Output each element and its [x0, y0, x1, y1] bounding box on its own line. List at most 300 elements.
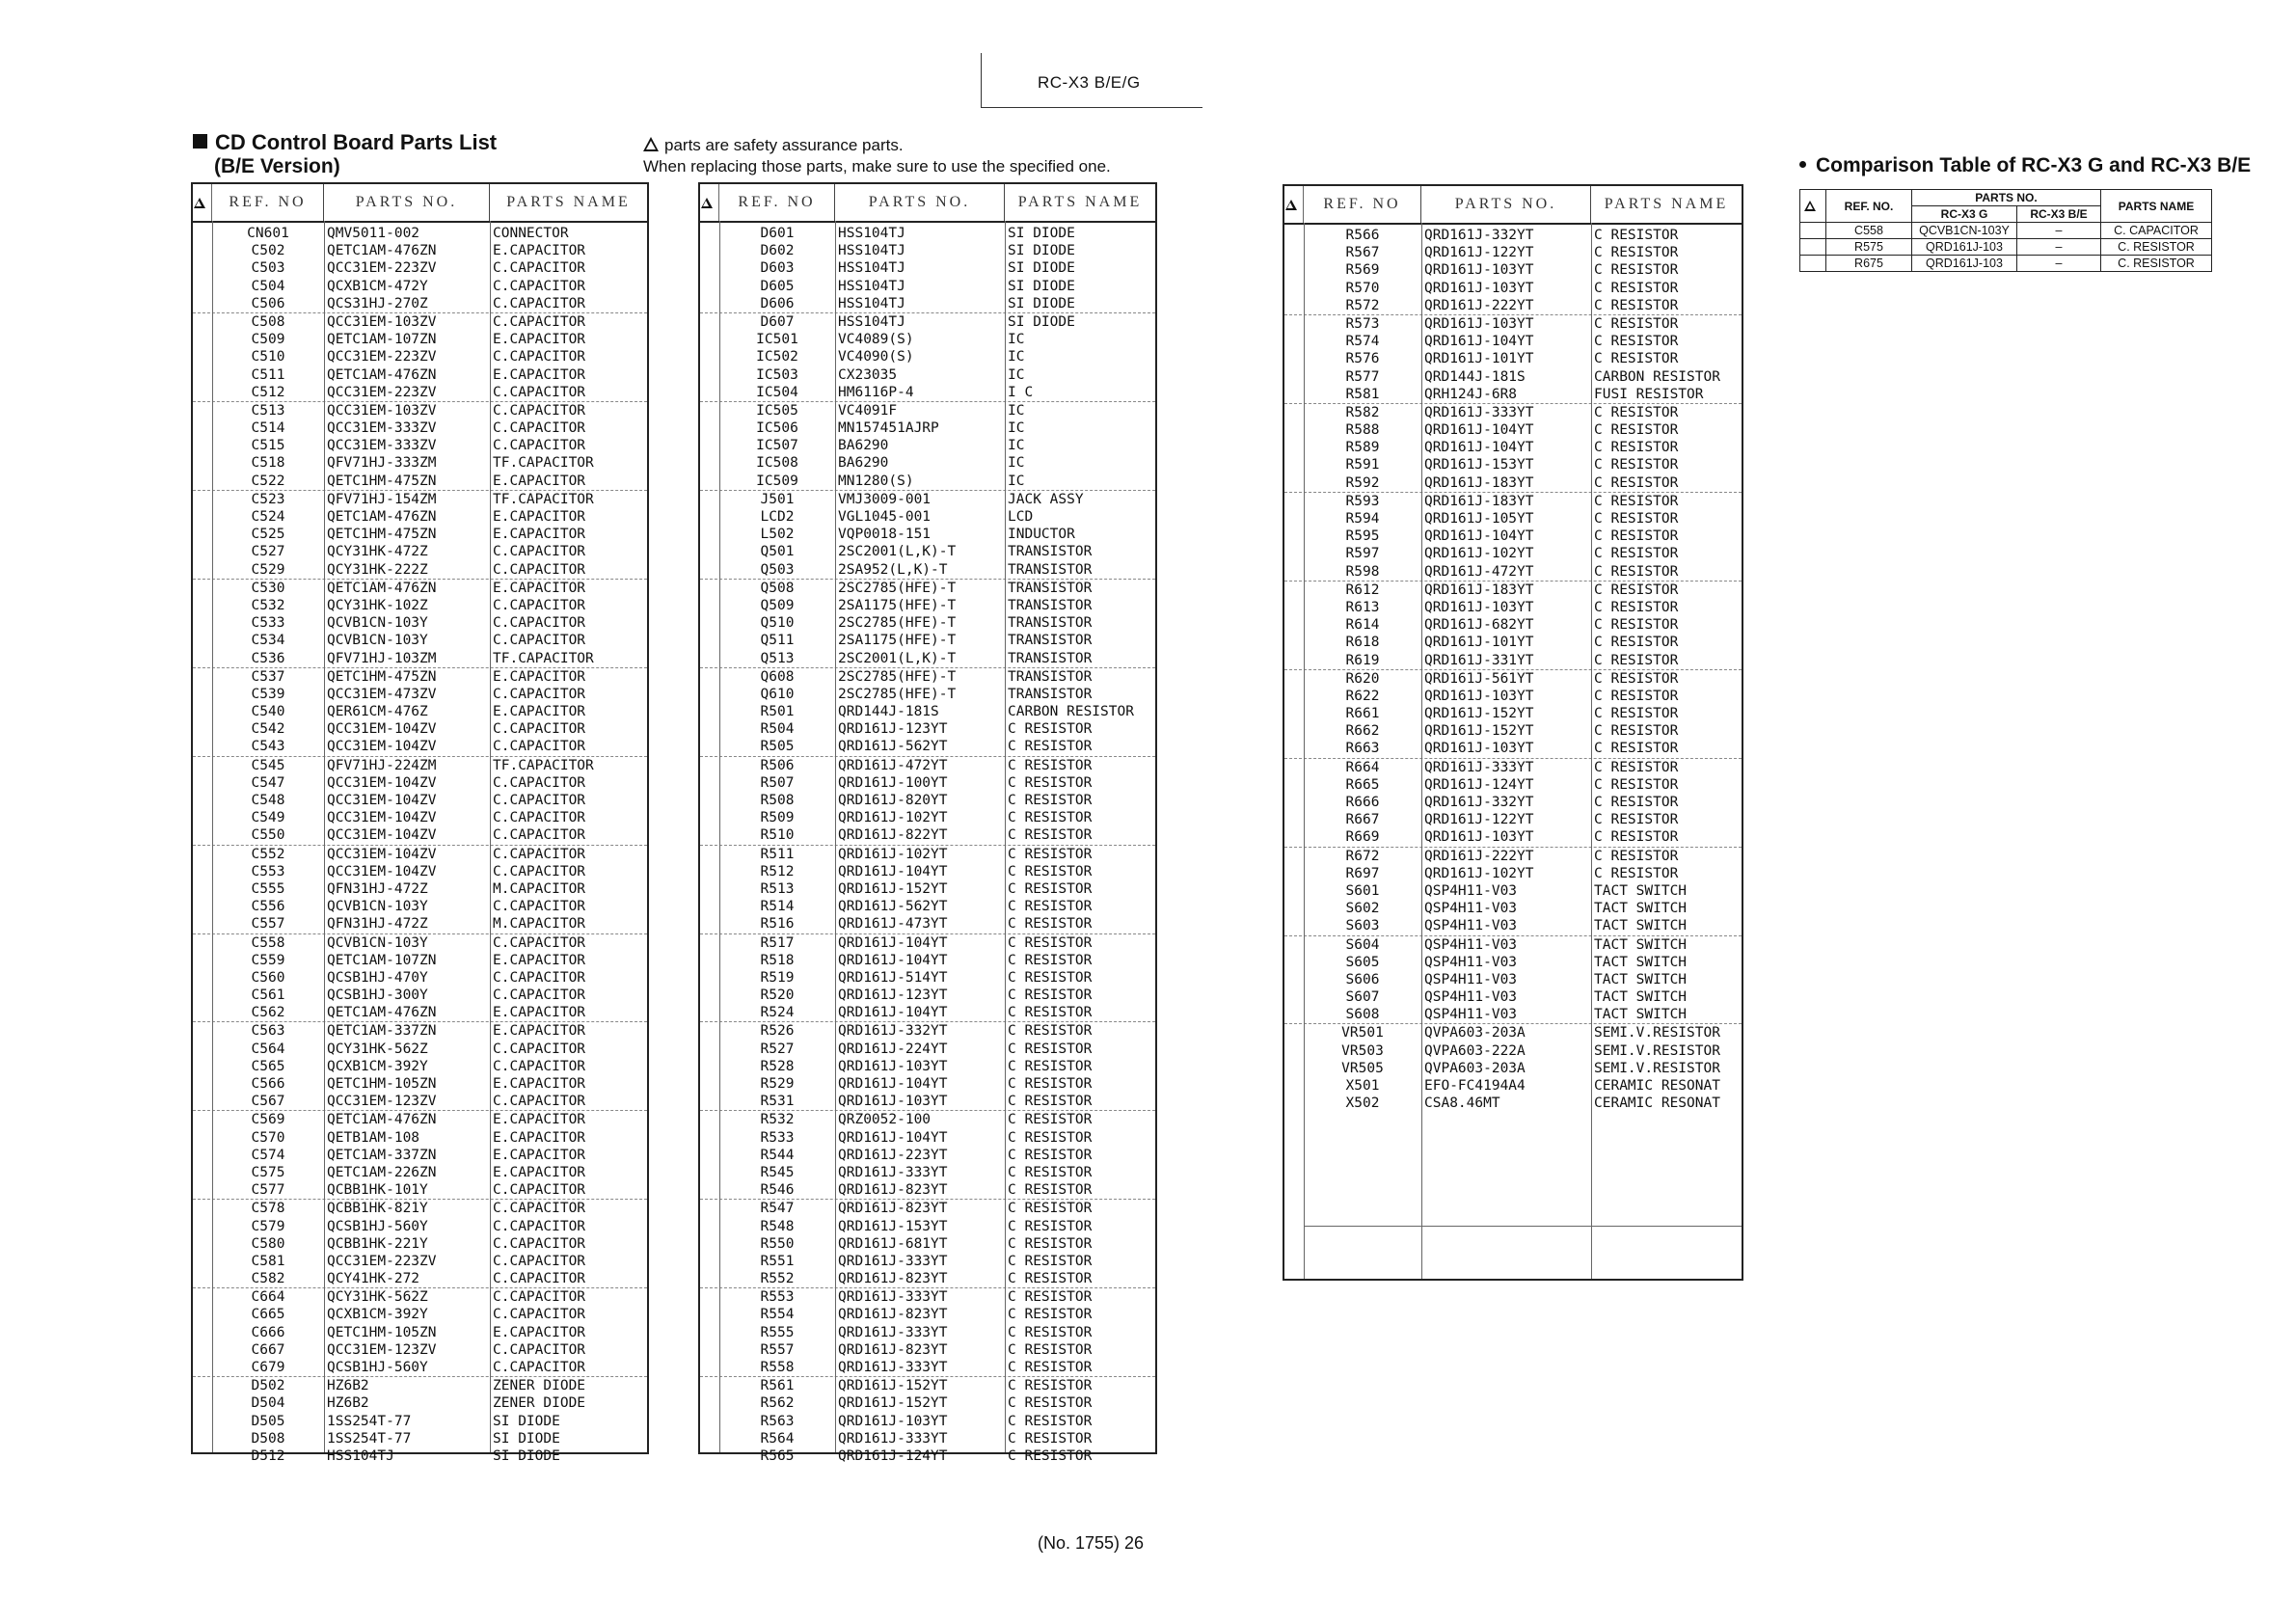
table-row: [700, 259, 1155, 277]
parts-no-cell: HZ6B2: [327, 1378, 369, 1394]
parts-name-cell: TACT SWITCH: [1594, 936, 1688, 953]
table-row: [1800, 223, 2212, 239]
ref-no-cell: D505: [251, 1413, 285, 1429]
parts-name-cell: C RESISTOR: [1008, 1378, 1093, 1394]
parts-name-cell: C RESISTOR: [1008, 1271, 1093, 1287]
parts-no-cell: QCBB1HK-221Y: [327, 1235, 428, 1252]
ref-no-cell: R665: [1345, 776, 1380, 793]
table-row: [700, 686, 1155, 703]
parts-name-cell: C RESISTOR: [1008, 1235, 1093, 1252]
parts-no-cell: 2SC2785(HFE)-T: [838, 580, 957, 596]
ref-no-cell: R551: [760, 1253, 795, 1269]
ref-no-cell: R558: [760, 1360, 795, 1375]
parts-no-cell: QSP4H11-V03: [1424, 971, 1518, 987]
parts-name-cell: SI DIODE: [493, 1430, 560, 1447]
safety-cell: [1800, 256, 1826, 272]
parts-name-cell: SEMI.V.RESISTOR: [1594, 1025, 1720, 1041]
parts-no-cell: QCC31EM-333ZV: [327, 438, 437, 454]
table-row: [193, 454, 647, 472]
parts-no-cell: QRD161J-104YT: [1424, 440, 1534, 456]
parts-no-cell: 2SA1175(HFE)-T: [838, 597, 957, 613]
parts-name-cell: C.CAPACITOR: [493, 1182, 586, 1199]
parts-no-cell: QETC1HM-475ZN: [327, 473, 437, 489]
parts-name-cell: C RESISTOR: [1594, 582, 1679, 598]
section-subtitle: (B/E Version): [214, 155, 340, 177]
parts-no-cell: QCVB1CN-103Y: [327, 899, 428, 915]
ref-no-cell: R591: [1345, 457, 1380, 473]
ref-no-cell: R569: [1345, 262, 1380, 279]
ref-no-cell: C548: [251, 793, 285, 808]
parts-name-cell: C RESISTOR: [1008, 1129, 1093, 1146]
parts-no-cell: QRD161J-122YT: [1424, 245, 1534, 261]
safety-cell: [1800, 223, 1826, 239]
table-row: [700, 1004, 1155, 1021]
ref-no-cell: R672: [1345, 848, 1380, 864]
parts-name-cell: C RESISTOR: [1008, 1147, 1093, 1163]
ref-no-cell: C570: [251, 1129, 285, 1146]
ref-no-cell: J501: [760, 491, 795, 507]
parts-name-cell: C.CAPACITOR: [493, 420, 586, 437]
ref-no-cell: C542: [251, 721, 285, 738]
table-row: [700, 1306, 1155, 1323]
table-row: [700, 543, 1155, 560]
ref-no-cell: C511: [251, 366, 285, 383]
ref-no-cell: C679: [251, 1360, 285, 1375]
ref-no-cell: C581: [251, 1253, 285, 1269]
ref-no-cell: D606: [760, 295, 795, 311]
ref-no-cell: Q511: [760, 633, 795, 649]
parts-no-cell: MN157451AJRP: [838, 420, 939, 437]
table-header: [1284, 186, 1742, 225]
square-bullet-icon: [193, 134, 207, 149]
parts-no-cell: QCC31EM-473ZV: [327, 686, 437, 702]
parts-no-cell: QRD161J-472YT: [838, 757, 948, 773]
parts-no-cell: QRD161J-102YT: [1424, 546, 1534, 562]
parts-name-cell: C RESISTOR: [1008, 774, 1093, 791]
table-row: [1284, 314, 1742, 333]
parts-no-cell: QRD161J-103YT: [838, 1094, 948, 1110]
ref-no-cell: C665: [251, 1307, 285, 1323]
safety-note: [643, 135, 1111, 177]
table-row: [700, 295, 1155, 312]
table-row: [193, 880, 647, 898]
table-row: [1284, 882, 1742, 900]
header-parts-no: PARTS NO.: [324, 184, 490, 221]
ref-no-cell: C512: [251, 384, 285, 400]
cmp-g-cell: QRD161J-103: [1912, 239, 2017, 256]
ref-no-cell: C556: [251, 899, 285, 915]
parts-name-cell: C RESISTOR: [1594, 848, 1679, 864]
parts-no-cell: QRD161J-823YT: [838, 1307, 948, 1323]
table-row: [700, 1218, 1155, 1235]
parts-name-cell: C RESISTOR: [1008, 757, 1093, 773]
parts-name-cell: C.CAPACITOR: [493, 1218, 586, 1234]
parts-name-cell: C RESISTOR: [1594, 228, 1679, 243]
parts-name-cell: CERAMIC RESONAT: [1594, 1096, 1720, 1112]
ref-no-cell: C666: [251, 1324, 285, 1340]
page-footer: (No. 1755) 26: [1038, 1533, 1145, 1553]
ref-no-cell: R548: [760, 1218, 795, 1234]
ref-no-cell: Q501: [760, 544, 795, 560]
parts-name-cell: C RESISTOR: [1008, 1447, 1093, 1464]
parts-no-cell: QRD161J-562YT: [838, 739, 948, 755]
table-row: [1284, 794, 1742, 811]
table-row: [700, 756, 1155, 774]
parts-no-cell: QCXB1CM-392Y: [327, 1058, 428, 1074]
table-row: [700, 490, 1155, 508]
ref-no-cell: C557: [251, 916, 285, 933]
table-row: [700, 1394, 1155, 1412]
ref-no-cell: R511: [760, 846, 795, 862]
table-row: [193, 1287, 647, 1306]
table-row: [193, 366, 647, 384]
ref-no-cell: R576: [1345, 351, 1380, 367]
parts-no-cell: QCC31EM-104ZV: [327, 827, 437, 844]
parts-no-cell: QRD161J-333YT: [838, 1324, 948, 1340]
table-row: [700, 473, 1155, 490]
parts-no-cell: QRD161J-124YT: [1424, 776, 1534, 793]
parts-name-cell: C.CAPACITOR: [493, 278, 586, 294]
parts-no-cell: QRD161J-562YT: [838, 899, 948, 915]
ref-no-cell: C559: [251, 952, 285, 968]
ref-no-cell: C574: [251, 1147, 285, 1163]
parts-name-cell: C.CAPACITOR: [493, 402, 586, 419]
ref-no-cell: C539: [251, 686, 285, 702]
ref-no-cell: C524: [251, 509, 285, 525]
table-row: [193, 774, 647, 792]
parts-name-cell: C RESISTOR: [1594, 599, 1679, 615]
parts-name-cell: C.CAPACITOR: [493, 899, 586, 915]
ref-no-cell: S606: [1345, 971, 1380, 987]
table-row: [700, 1235, 1155, 1253]
parts-no-cell: QETC1AM-476ZN: [327, 1005, 437, 1021]
table-row: [193, 1181, 647, 1199]
parts-name-cell: ZENER DIODE: [493, 1395, 586, 1412]
table-row: [1284, 900, 1742, 917]
parts-name-cell: C RESISTOR: [1008, 1253, 1093, 1269]
table-row: [700, 1270, 1155, 1287]
parts-name-cell: C RESISTOR: [1008, 1218, 1093, 1234]
ref-no-cell: S607: [1345, 989, 1380, 1006]
table-row: [1284, 1006, 1742, 1023]
parts-no-cell: QRD161J-102YT: [838, 810, 948, 826]
ref-no-cell: C536: [251, 650, 285, 666]
ref-no-cell: C549: [251, 810, 285, 826]
parts-no-cell: QETC1AM-337ZN: [327, 1147, 437, 1163]
table-row: [193, 543, 647, 560]
parts-name-cell: C RESISTOR: [1008, 1395, 1093, 1412]
table-row: [1284, 705, 1742, 722]
ref-no-cell: R570: [1345, 280, 1380, 296]
parts-name-cell: C RESISTOR: [1594, 334, 1679, 350]
parts-name-cell: TACT SWITCH: [1594, 989, 1688, 1006]
table-row: [193, 969, 647, 987]
ref-no-cell: Q509: [760, 597, 795, 613]
ref-no-cell: R526: [760, 1023, 795, 1040]
table-row: [700, 1075, 1155, 1093]
table-row: [193, 295, 647, 312]
table-row: [193, 1447, 647, 1465]
ref-no-cell: C562: [251, 1005, 285, 1021]
parts-no-cell: QCS31HJ-270Z: [327, 295, 428, 311]
table-row: [1284, 474, 1742, 492]
parts-no-cell: QRD161J-561YT: [1424, 670, 1534, 687]
ref-no-cell: C522: [251, 473, 285, 489]
ref-no-cell: C547: [251, 774, 285, 791]
parts-name-cell: INDUCTOR: [1008, 527, 1075, 543]
parts-no-cell: QSP4H11-V03: [1424, 901, 1518, 917]
ref-no-cell: C578: [251, 1201, 285, 1217]
parts-name-cell: C RESISTOR: [1594, 812, 1679, 828]
table-row: [700, 1181, 1155, 1199]
parts-name-cell: C RESISTOR: [1008, 1201, 1093, 1217]
parts-name-cell: C.CAPACITOR: [493, 846, 586, 862]
parts-no-cell: QRD161J-333YT: [1424, 404, 1534, 420]
parts-name-cell: C RESISTOR: [1008, 1360, 1093, 1375]
parts-name-cell: E.CAPACITOR: [493, 243, 586, 259]
cmp-header-be: RC-X3 B/E: [2017, 206, 2101, 223]
parts-no-cell: HSS104TJ: [838, 295, 905, 311]
parts-no-cell: QCC31EM-104ZV: [327, 863, 437, 879]
parts-no-cell: QRD161J-123YT: [838, 987, 948, 1004]
table-row: [1284, 545, 1742, 562]
parts-name-cell: FUSI RESISTOR: [1594, 386, 1704, 402]
ref-no-cell: IC504: [756, 384, 798, 400]
parts-no-cell: QCC31EM-104ZV: [327, 721, 437, 738]
parts-name-cell: C RESISTOR: [1594, 315, 1679, 332]
table-row: [193, 632, 647, 649]
parts-no-cell: MN1280(S): [838, 473, 914, 489]
parts-name-cell: C.CAPACITOR: [493, 987, 586, 1004]
parts-no-cell: QRD161J-153YT: [838, 1218, 948, 1234]
cmp-header-parts: PARTS NO.: [1912, 190, 2101, 206]
parts-name-cell: C RESISTOR: [1008, 1023, 1093, 1040]
parts-no-cell: QCBB1HK-101Y: [327, 1182, 428, 1199]
parts-no-cell: 2SC2001(L,K)-T: [838, 544, 957, 560]
parts-no-cell: HSS104TJ: [327, 1447, 394, 1464]
table-row: [700, 1253, 1155, 1270]
parts-name-cell: C RESISTOR: [1594, 670, 1679, 687]
parts-name-cell: C RESISTOR: [1008, 1112, 1093, 1128]
parts-no-cell: VGL1045-001: [838, 509, 932, 525]
ref-no-cell: R664: [1345, 759, 1380, 775]
parts-name-cell: C.CAPACITOR: [493, 1289, 586, 1306]
table-row: [1284, 865, 1742, 882]
parts-no-cell: QCC31EM-104ZV: [327, 739, 437, 755]
ref-no-cell: R545: [760, 1164, 795, 1180]
table-header: [700, 184, 1155, 223]
table-row: [700, 650, 1155, 667]
ref-no-cell: D508: [251, 1430, 285, 1447]
header-parts-name: PARTS NAME: [1604, 196, 1729, 212]
parts-no-cell: QRD161J-823YT: [838, 1182, 948, 1199]
section-title: [193, 129, 497, 155]
parts-name-cell: C.CAPACITOR: [493, 1307, 586, 1323]
ref-no-cell: R552: [760, 1271, 795, 1287]
parts-name-cell: C RESISTOR: [1594, 617, 1679, 634]
cmp-be-cell: –: [2017, 239, 2101, 256]
table-row: [193, 809, 647, 826]
parts-no-cell: HSS104TJ: [838, 243, 905, 259]
parts-no-cell: QCY31HK-562Z: [327, 1041, 428, 1057]
ref-no-cell: R544: [760, 1147, 795, 1163]
parts-no-cell: QMV5011-002: [327, 226, 420, 241]
table-row: [193, 1129, 647, 1147]
table-row: [193, 756, 647, 774]
table-row: [193, 1041, 647, 1058]
table-header: [193, 184, 647, 223]
table-row: [700, 632, 1155, 649]
table-row: [193, 845, 647, 863]
parts-no-cell: QVPA603-203A: [1424, 1060, 1526, 1076]
parts-name-cell: C RESISTOR: [1594, 404, 1679, 420]
ref-no-cell: R507: [760, 774, 795, 791]
ref-no-cell: C563: [251, 1023, 285, 1040]
parts-name-cell: C RESISTOR: [1008, 916, 1093, 933]
parts-name-cell: C RESISTOR: [1008, 793, 1093, 808]
parts-no-cell: EFO-FC4194A4: [1424, 1078, 1526, 1094]
table-row: [193, 1253, 647, 1270]
ref-no-cell: LCD2: [760, 509, 795, 525]
parts-no-cell: QRD161J-104YT: [838, 1005, 948, 1021]
parts-name-cell: C.CAPACITOR: [493, 313, 586, 330]
parts-name-cell: C.CAPACITOR: [493, 934, 586, 951]
table-row: [1284, 917, 1742, 934]
parts-no-cell: QRD161J-102YT: [838, 846, 948, 862]
ref-no-cell: Q503: [760, 561, 795, 578]
parts-no-cell: VC4089(S): [838, 332, 914, 348]
table-row: [700, 401, 1155, 419]
table-row: [193, 1004, 647, 1021]
ref-no-cell: C533: [251, 615, 285, 632]
parts-no-cell: 2SC2785(HFE)-T: [838, 668, 957, 685]
ref-no-cell: C582: [251, 1271, 285, 1287]
table-row: [700, 614, 1155, 632]
cmp-be-cell: –: [2017, 223, 2101, 239]
header-ref-no: REF. NO: [212, 184, 324, 221]
parts-table-2: [698, 182, 1157, 1464]
ref-no-cell: C532: [251, 597, 285, 613]
ref-no-cell: R517: [760, 934, 795, 951]
table-row: [193, 933, 647, 952]
parts-no-cell: QETC1HM-105ZN: [327, 1324, 437, 1340]
parts-name-cell: SI DIODE: [1008, 243, 1075, 259]
ref-no-cell: R563: [760, 1413, 795, 1429]
parts-name-cell: SEMI.V.RESISTOR: [1594, 1060, 1720, 1076]
ref-no-cell: IC501: [756, 332, 798, 348]
parts-no-cell: QFV71HJ-103ZM: [327, 650, 437, 666]
parts-name-cell: E.CAPACITOR: [493, 366, 586, 383]
parts-no-cell: QRD161J-183YT: [1424, 474, 1534, 491]
safety-cell: [1800, 239, 1826, 256]
parts-no-cell: QFN31HJ-472Z: [327, 880, 428, 897]
ref-no-cell: X502: [1345, 1096, 1380, 1112]
ref-no-cell: C558: [251, 934, 285, 951]
parts-no-cell: QRH124J-6R8: [1424, 386, 1518, 402]
cmp-header-g: RC-X3 G: [1912, 206, 2017, 223]
parts-name-cell: C.CAPACITOR: [493, 295, 586, 311]
parts-no-cell: QRD161J-333YT: [838, 1289, 948, 1306]
table-row: [700, 225, 1155, 242]
table-row: [700, 826, 1155, 844]
parts-no-cell: QRD161J-152YT: [1424, 706, 1534, 722]
table-row: [193, 1110, 647, 1128]
ref-no-cell: R554: [760, 1307, 795, 1323]
ref-no-cell: C523: [251, 491, 285, 507]
parts-no-cell: QRD161J-103YT: [1424, 829, 1534, 846]
parts-name-cell: C RESISTOR: [1594, 245, 1679, 261]
parts-name-cell: C RESISTOR: [1594, 280, 1679, 296]
ref-no-cell: C569: [251, 1112, 285, 1128]
ref-no-cell: C529: [251, 561, 285, 578]
table-row: [700, 738, 1155, 755]
ref-no-cell: R547: [760, 1201, 795, 1217]
table-row: [700, 1147, 1155, 1164]
table-row: [1284, 847, 1742, 865]
parts-no-cell: HM6116P-4: [838, 384, 914, 400]
cmp-header-name: PARTS NAME: [2101, 190, 2212, 223]
parts-no-cell: QCC31EM-104ZV: [327, 774, 437, 791]
table-row: [700, 1324, 1155, 1341]
parts-name-cell: C RESISTOR: [1008, 1182, 1093, 1199]
table-row: [193, 259, 647, 277]
ref-no-cell: R589: [1345, 440, 1380, 456]
parts-name-cell: E.CAPACITOR: [493, 1147, 586, 1163]
parts-name-cell: C RESISTOR: [1008, 880, 1093, 897]
parts-name-cell: C RESISTOR: [1594, 422, 1679, 439]
parts-no-cell: 1SS254T-77: [327, 1413, 412, 1429]
parts-name-cell: TACT SWITCH: [1594, 882, 1688, 899]
table-row: [700, 312, 1155, 331]
ref-no-cell: C514: [251, 420, 285, 437]
parts-no-cell: QRD161J-104YT: [838, 1076, 948, 1092]
table-row: [700, 348, 1155, 365]
ref-no-cell: R553: [760, 1289, 795, 1306]
ref-no-cell: R581: [1345, 386, 1380, 402]
table-row: [700, 809, 1155, 826]
ref-no-cell: R566: [1345, 228, 1380, 243]
parts-no-cell: QETB1AM-108: [327, 1129, 420, 1146]
parts-no-cell: QFV71HJ-224ZM: [327, 757, 437, 773]
table-row: [700, 419, 1155, 437]
parts-name-cell: C RESISTOR: [1008, 934, 1093, 951]
table-row: [700, 454, 1155, 472]
table-row: [1284, 758, 1742, 776]
parts-no-cell: CX23035: [838, 366, 898, 383]
table-row: [193, 614, 647, 632]
parts-name-cell: E.CAPACITOR: [493, 509, 586, 525]
parts-no-cell: HZ6B2: [327, 1395, 369, 1412]
parts-name-cell: C RESISTOR: [1594, 457, 1679, 473]
cmp-ref-cell: R675: [1826, 256, 1912, 272]
parts-name-cell: C RESISTOR: [1594, 741, 1679, 757]
parts-name-cell: E.CAPACITOR: [493, 1164, 586, 1180]
table-row: [1284, 1095, 1742, 1112]
parts-name-cell: C RESISTOR: [1594, 297, 1679, 313]
parts-name-cell: E.CAPACITOR: [493, 1129, 586, 1146]
parts-no-cell: QVPA603-222A: [1424, 1042, 1526, 1059]
ref-no-cell: D601: [760, 226, 795, 241]
parts-table-3: [1283, 184, 1743, 1281]
parts-name-cell: C.CAPACITOR: [493, 774, 586, 791]
ref-no-cell: R531: [760, 1094, 795, 1110]
parts-no-cell: QRD161J-681YT: [838, 1235, 948, 1252]
parts-no-cell: QRD161J-101YT: [1424, 351, 1534, 367]
ref-no-cell: R501: [760, 704, 795, 720]
ref-no-cell: Q610: [760, 686, 795, 702]
parts-name-cell: C.CAPACITOR: [493, 615, 586, 632]
ref-no-cell: R505: [760, 739, 795, 755]
